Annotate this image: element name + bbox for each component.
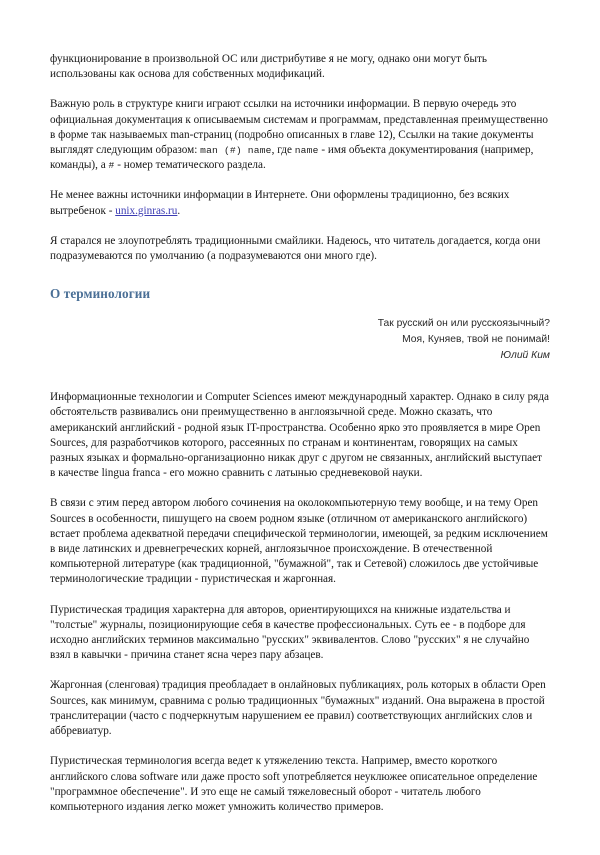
paragraph-text-segment: , где: [271, 144, 295, 157]
paragraph-man-pages: [50, 97, 550, 173]
external-link-unix-ginras[interactable]: unix.ginras.ru: [115, 204, 178, 217]
code-name-token: name: [294, 145, 319, 157]
paragraph-purist-tradition: [50, 603, 550, 664]
epigraph: [50, 316, 550, 364]
paragraph-text-segment: Не менее важны источники информации в Интернете. Они оформлены традиционно, без всяких вытребенок -: [50, 189, 510, 217]
paragraph-text: Я старался не злоупотреблять традиционными смайлики. Надеюсь, что читатель догадается, когда они подразумеваются по умолчанию (а подразумеваются они много где).: [50, 234, 541, 263]
epigraph-attribution: Юлий Ким: [500, 350, 550, 362]
paragraph-text-segment: - номер тематического раздела.: [114, 159, 266, 172]
paragraph-text-segment: .: [177, 204, 181, 217]
paragraph-slang-tradition: [50, 678, 550, 739]
paragraph-it-international: [50, 390, 550, 481]
paragraph-text: Пуристическая традиция характерна для авторов, ориентирующихся на книжные издательства и "толстые" журналы, позиционирующие себя в качестве профессиональных. Суть ее - в подборе для исходно английских терминов максимально "русских" эквивалентов. Слово "русских" я не случайно взял в кавычки - причина станет ясна через пару абзацев.: [50, 603, 530, 662]
paragraph-intro-continuation: [50, 52, 550, 82]
paragraph-text-segment: Важную роль в структуре книги играют ссылки на источники информации. В первую очередь это официальная документация к описываемым системам и программам, представленная преимущественно в форме так называемых man-страниц (подробно описанных в главе 12), Ссылки на такие документы выглядят следующим образом:: [50, 98, 548, 157]
paragraph-text: Информационные технологии и Computer Sciences имеют международный характер. Однако в силу ряда обстоятельств развивались они преимущественно в англоязычной среде. Можно сказать, что американский английский - родной язык IT-пространства. Особенно ярко это проявляется в мире Open Sources, для разработчиков которого, рассеянных по странам и континентам, говорящих на самых разных языках и формально-организационно никак друг с другом не связанных, английский выступает в качестве lingua franca - его можно сравнить с латынью средневековой науки.: [50, 391, 549, 480]
paragraph-text-segment: - имя объекта документирования (например, команды), а: [50, 144, 534, 172]
paragraph-purist-heaviness: [50, 754, 550, 815]
document-content: [50, 52, 550, 815]
paragraph-text: Жаргонная (сленговая) традиция преобладает в онлайновых публикациях, роль которых в области Open Sources, как минимум, сравнима с ролью традиционных "бумажных" изданий. Она выражена в простой транслитерации (часто с подчеркнутым нарушением ее правил) соответствующих английских слов и аббревиатур.: [50, 679, 546, 738]
paragraph-smileys: [50, 234, 550, 264]
paragraph-text: Пуристическая терминология всегда ведет к утяжелению текста. Например, вместо короткого английского слова software или даже просто soft употребляется неуклюжее описательное определение "программное обеспечение". И это еще не самый тяжеловесный оборот - читатель любого компьютерного издания легко может умножить количество примеров.: [50, 755, 538, 813]
paragraph-terminology-problem: [50, 496, 550, 587]
paragraph-internet-sources: [50, 188, 550, 218]
paragraph-text: В связи с этим перед автором любого сочинения на околокомпьютерную тему вообще, и на тему Open Sources в особенности, пишущего на своем родном языке (отличном от американского английского) встает проблема адекватной передачи специфической терминологии, имеющей, за редким исключением в виде латинских и древнегреческих корней, англоязычное происхождение. В отечественной компьютерной литературе (как традиционной, "бумажной", так и Сетевой) сложилось две устойчивые терминологические традиции - пуристическая и жаргонная.: [50, 497, 548, 586]
code-man-syntax: man (#) name: [200, 145, 272, 157]
epigraph-line-2: Моя, Куняев, твой не понимай!: [402, 334, 550, 346]
paragraph-text: функционирование в произвольной ОС или дистрибутиве я не могу, однако они могут быть использованы как основа для собственных модификаций.: [50, 53, 488, 81]
section-heading-terminology: О терминологии: [50, 286, 151, 302]
code-hash-token: #: [108, 160, 115, 172]
epigraph-line-1: Так русский он или русскоязычный?: [377, 318, 550, 330]
